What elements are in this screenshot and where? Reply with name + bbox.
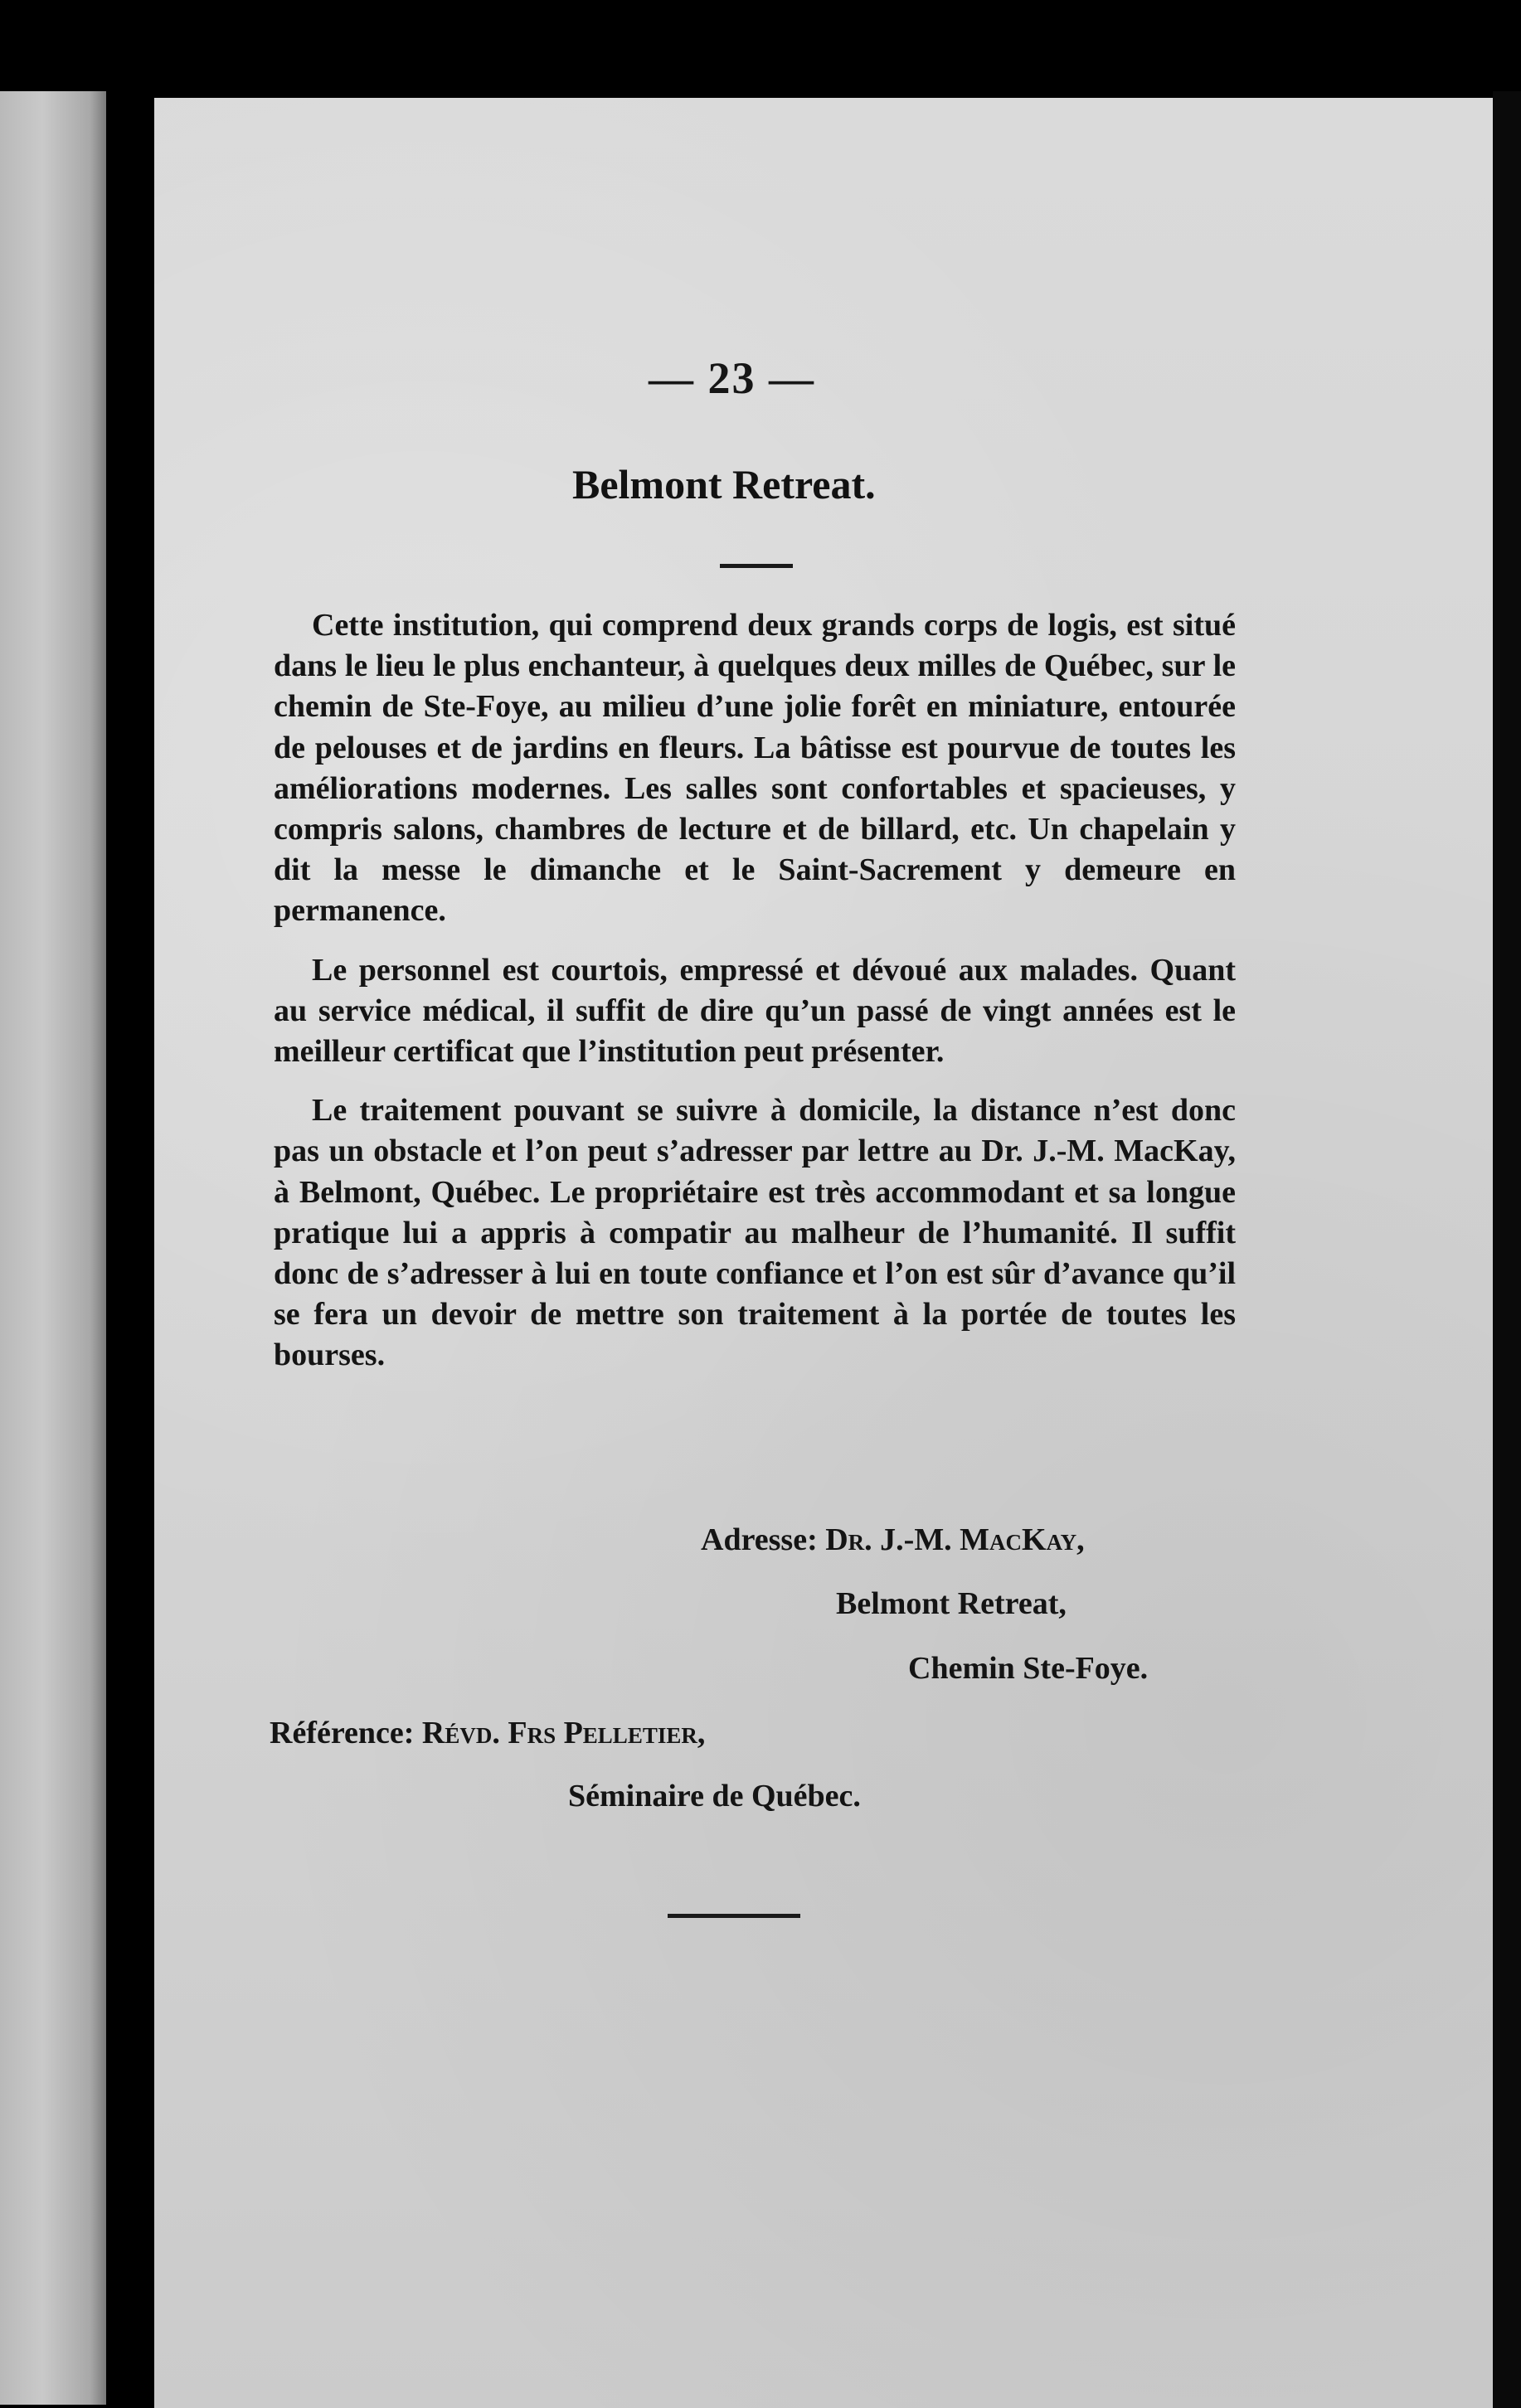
reference-line-1 (270, 1715, 705, 1751)
address-line-3: Chemin Ste-Foye. (908, 1651, 1149, 1686)
reference-name: Révd. Frs Pelletier, (421, 1716, 706, 1750)
facing-page-edge (0, 91, 106, 2405)
address-name: Dr. J.-M. MacKay, (825, 1522, 1085, 1557)
body-text (274, 605, 1236, 1395)
paragraph-3: Le traitement pouvant se suivre à domicile, la distance n’est donc pas un obstacle et l’on peut s’adresser par lettre au Dr. J.-M. MacKay, à Belmont, Québec. Le propriétaire est très accommodant et sa longue pratique lui a appris à compatir au malheur de l’humanité. Il suffit donc de s’adresser à lui en toute confiance et l’on est sûr d’avance qu’il se fera un devoir de mettre son traitement à la portée de toutes les bourses. (274, 1093, 1236, 1373)
address-line-2: Belmont Retreat, (836, 1586, 1067, 1621)
address-line-1 (701, 1522, 1085, 1558)
page-title: Belmont Retreat. (572, 461, 876, 507)
reference-line-2: Séminaire de Québec. (568, 1779, 861, 1813)
reference-label: Référence: (270, 1716, 415, 1750)
page-number: — 23 — (649, 353, 815, 403)
paragraph-2: Le personnel est courtois, empressé et dévoué aux malades. Quant au service médical, il suffit de dire qu’un passé de vingt années est le meilleur certificat que l’institution peut présenter. (274, 952, 1236, 1070)
scan-border (1493, 91, 1521, 2408)
title-divider (720, 564, 793, 568)
closing-divider (668, 1914, 800, 1918)
paragraph-1: Cette institution, qui comprend deux grands corps de logis, est situé dans le lieu le plus enchanteur, à quelques deux milles de Québec, sur le chemin de Ste-Foye, au milieu d’une jolie forêt en miniature, entourée de pelouses et de jardins en fleurs. La bâtisse est pourvue de toutes les améliorations modernes. Les salles sont confortables et spacieuses, y compris salons, chambres de lecture et de billard, etc. Un chapelain y dit la messe le dimanche et le Saint-Sacrement y demeure en permanence. (274, 608, 1236, 929)
address-label: Adresse: (701, 1522, 818, 1557)
